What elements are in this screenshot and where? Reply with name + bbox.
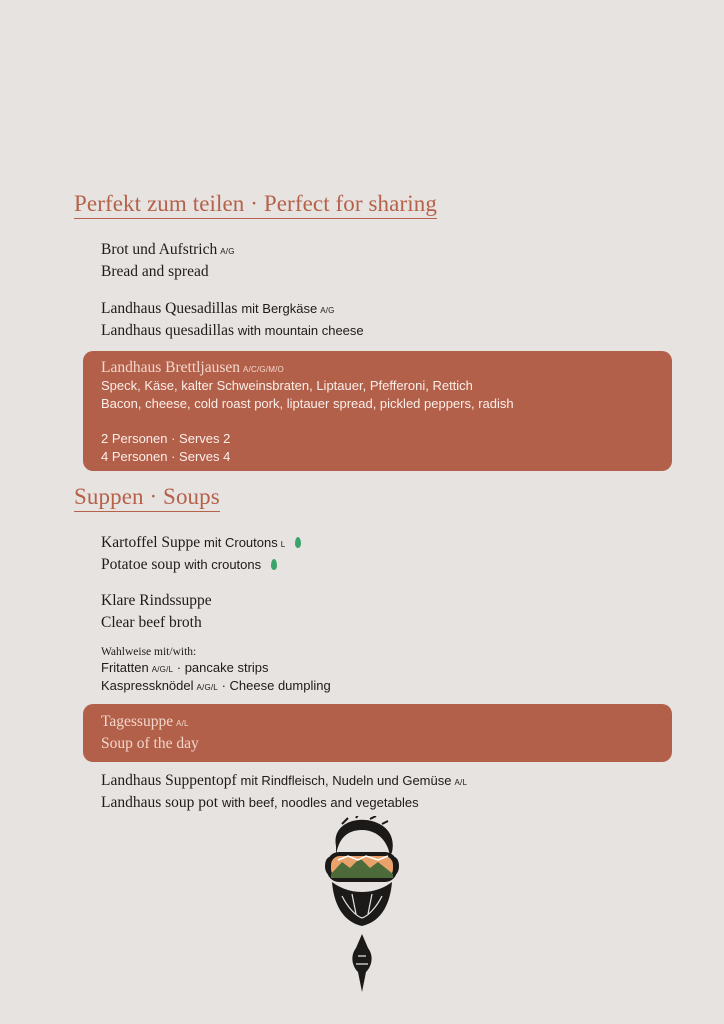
menu-item-soup-pot-de <box>101 771 467 793</box>
menu-item-beef-broth-de: Klare Rindssuppe <box>101 592 212 609</box>
menu-item-bread-de <box>101 240 235 262</box>
item-modifier: mit Croutons <box>204 535 278 550</box>
item-modifier: with croutons <box>184 557 262 572</box>
section-title-soups: Suppen · Soups <box>74 484 220 512</box>
section-title-sharing: Perfekt zum teilen · Perfect for sharing <box>74 191 437 219</box>
leaf-icon <box>271 559 277 570</box>
menu-item-quesadillas-en <box>101 321 364 341</box>
allergen-codes: A/G <box>220 247 235 256</box>
item-name: Landhaus soup pot <box>101 794 219 811</box>
choice-label: Wahlweise mit/with: <box>101 646 197 658</box>
item-name: Soup of the day <box>101 735 199 752</box>
item-modifier: with beef, noodles and vegetables <box>221 795 419 810</box>
menu-item-beef-broth-en: Clear beef broth <box>101 614 202 631</box>
menu-item-quesadillas-de <box>101 299 335 321</box>
allergen-codes: L <box>280 540 286 549</box>
brettljausen-option-2: 2 Personen · Serves 2 <box>101 431 231 446</box>
option-name: Kaspressknödel <box>101 678 194 693</box>
bearded-man-goggles-logo <box>322 816 402 994</box>
menu-item-bread-en: Bread and spread <box>101 263 209 280</box>
brettljausen-option-4: 4 Personen · Serves 4 <box>101 449 231 464</box>
item-modifier: mit Rindfleisch, Nudeln und Gemüse <box>240 773 452 788</box>
item-name: Tagessuppe <box>101 713 174 730</box>
allergen-codes: A/G/L <box>196 683 218 692</box>
allergen-codes: A/G <box>320 306 335 315</box>
item-modifier: with mountain cheese <box>237 323 364 338</box>
item-name: Potatoe soup <box>101 556 181 573</box>
option-name: Fritatten <box>101 660 149 675</box>
leaf-icon <box>295 537 301 548</box>
choice-option-kaspressknoedel <box>101 676 331 698</box>
item-name: Brot und Aufstrich <box>101 241 218 258</box>
allergen-codes: A/G/L <box>151 665 174 674</box>
allergen-codes: A/L <box>176 719 189 728</box>
brettljausen-desc-de: Speck, Käse, kalter Schweinsbraten, Liptauer, Pfefferoni, Rettich <box>101 378 473 393</box>
item-name: Kartoffel Suppe <box>101 534 201 551</box>
option-translation: · pancake strips <box>176 660 269 675</box>
item-modifier: mit Bergkäse <box>241 301 318 316</box>
item-name: Landhaus Brettljausen <box>101 359 241 376</box>
brettljausen-desc-en: Bacon, cheese, cold roast pork, liptauer spread, pickled peppers, radish <box>101 396 514 411</box>
highlight-box-soup-of-day <box>83 704 672 762</box>
item-name: Landhaus Quesadillas <box>101 300 238 317</box>
soup-of-day-de <box>101 712 189 734</box>
allergen-codes: A/C/G/M/O <box>243 365 284 374</box>
highlight-box-brettljausen <box>83 351 672 471</box>
menu-item-soup-pot-en <box>101 793 419 813</box>
soup-of-day-en <box>101 734 199 754</box>
item-name: Landhaus quesadillas <box>101 322 235 339</box>
allergen-codes: A/L <box>454 778 468 787</box>
option-translation: · Cheese dumpling <box>221 678 331 693</box>
menu-item-potato-soup-en <box>101 555 277 575</box>
item-name: Landhaus Suppentopf <box>101 772 237 789</box>
menu-item-potato-soup-de <box>101 533 301 555</box>
